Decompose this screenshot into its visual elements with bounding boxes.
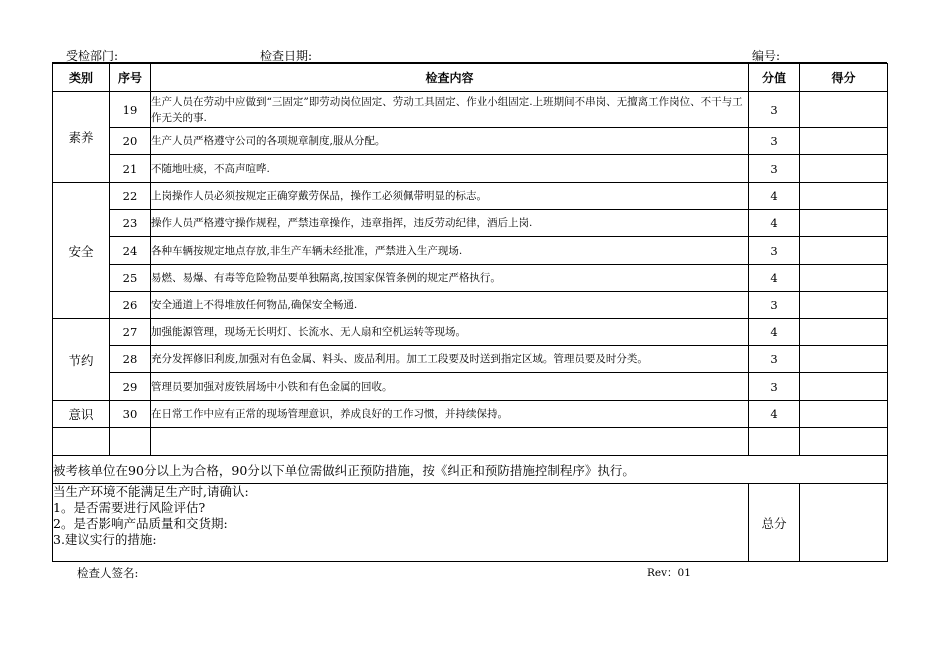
item-score-value: 3 [749,92,800,128]
item-score-obtained[interactable] [800,92,888,128]
confirmation-row [53,484,888,562]
item-score-value: 3 [749,373,800,401]
item-score-obtained[interactable] [800,346,888,373]
item-score-obtained[interactable] [800,319,888,346]
item-content: 不随地吐痰，不高声喧哗. [151,155,749,183]
category-cell: 素养 [53,92,110,183]
item-content: 生产人员在劳动中应做到“三固定”即劳动岗位固定、劳动工具固定、作业小组固定.上班期间不串岗、无擅离工作岗位、不干与工作无关的事. [151,92,749,128]
category-cell: 安全 [53,183,110,319]
item-number: 29 [110,373,151,401]
table-row [53,265,888,292]
item-score-value: 4 [749,183,800,210]
category-cell: 意识 [53,401,110,428]
item-score-obtained[interactable] [800,210,888,237]
item-content: 操作人员严格遵守操作规程，严禁违章操作，违章指挥，违反劳动纪律，酒后上岗. [151,210,749,237]
item-score-value: 3 [749,346,800,373]
table-row [53,183,888,210]
empty-cell [151,428,749,456]
item-content: 在日常工作中应有正常的现场管理意识，养成良好的工作习惯，并持续保持。 [151,401,749,428]
confirmation-line: 3.建议实行的措施: [53,532,157,547]
inspection-checklist-table [52,63,888,562]
column-header-category: 类别 [53,64,110,92]
item-content: 生产人员严格遵守公司的各项规章制度,服从分配。 [151,128,749,155]
item-score-obtained[interactable] [800,128,888,155]
table-row [53,401,888,428]
item-number: 20 [110,128,151,155]
item-score-value: 4 [749,210,800,237]
item-number: 23 [110,210,151,237]
column-header-content: 检查内容 [151,64,749,92]
empty-row [53,428,888,456]
item-number: 25 [110,265,151,292]
item-score-obtained[interactable] [800,292,888,319]
item-score-obtained[interactable] [800,401,888,428]
confirmation-line: 2。是否影响产品质量和交货期: [53,516,228,531]
table-row [53,346,888,373]
item-number: 21 [110,155,151,183]
pass-criteria-note: 被考核单位在90分以上为合格，90分以下单位需做纠正预防措施，按《纠正和预防措施控制程序》执行。 [53,456,888,484]
table-row [53,373,888,401]
item-number: 22 [110,183,151,210]
item-score-value: 4 [749,319,800,346]
item-score-value: 3 [749,128,800,155]
table-row [53,92,888,128]
item-number: 30 [110,401,151,428]
table-row [53,292,888,319]
item-score-value: 3 [749,155,800,183]
table-row [53,155,888,183]
inspected-department-label: 受检部门: [66,49,119,63]
item-score-value: 3 [749,237,800,265]
item-number: 19 [110,92,151,128]
table-row [53,128,888,155]
item-number: 26 [110,292,151,319]
item-score-obtained[interactable] [800,373,888,401]
table-row [53,319,888,346]
environment-confirmation [53,484,749,562]
column-header-score-obtained: 得分 [800,64,888,92]
item-score-value: 3 [749,292,800,319]
empty-cell [749,428,800,456]
column-header-score-value: 分值 [749,64,800,92]
item-content: 充分发挥修旧利废,加强对有色金属、料头、废品利用。加工工段要及时送到指定区域。管理员要及时分类。 [151,346,749,373]
inspection-date-label: 检查日期: [260,49,313,63]
item-score-obtained[interactable] [800,237,888,265]
empty-cell [110,428,151,456]
document-number-label: 编号: [752,49,781,63]
category-cell: 节约 [53,319,110,401]
table-header-row [53,64,888,92]
table-row [53,237,888,265]
total-score-label: 总分 [749,484,800,562]
item-content: 安全通道上不得堆放任何物品,确保安全畅通. [151,292,749,319]
item-number: 27 [110,319,151,346]
item-score-value: 4 [749,265,800,292]
revision-label: Rev：01 [647,567,691,579]
item-number: 24 [110,237,151,265]
item-content: 上岗操作人员必须按规定正确穿戴劳保品，操作工必须佩带明显的标志。 [151,183,749,210]
total-score-value[interactable] [800,484,888,562]
item-score-value: 4 [749,401,800,428]
item-number: 28 [110,346,151,373]
item-score-obtained[interactable] [800,183,888,210]
item-content: 易燃、易爆、有毒等危险物品要单独隔离,按国家保管条例的规定严格执行。 [151,265,749,292]
confirmation-line: 当生产环境不能满足生产时,请确认: [53,484,249,499]
item-content: 加强能源管理，现场无长明灯、长流水、无人扇和空机运转等现场。 [151,319,749,346]
empty-cell[interactable] [800,428,888,456]
item-content: 管理员要加强对废铁屑场中小铁和有色金属的回收。 [151,373,749,401]
item-score-obtained[interactable] [800,155,888,183]
item-content: 各种车辆按规定地点存放,非生产车辆未经批准，严禁进入生产现场. [151,237,749,265]
column-header-number: 序号 [110,64,151,92]
confirmation-line: 1。是否需要进行风险评估? [53,500,206,515]
pass-criteria-row [53,456,888,484]
empty-cell [53,428,110,456]
item-score-obtained[interactable] [800,265,888,292]
inspector-signature-label: 检查人签名: [77,566,139,580]
table-row [53,210,888,237]
